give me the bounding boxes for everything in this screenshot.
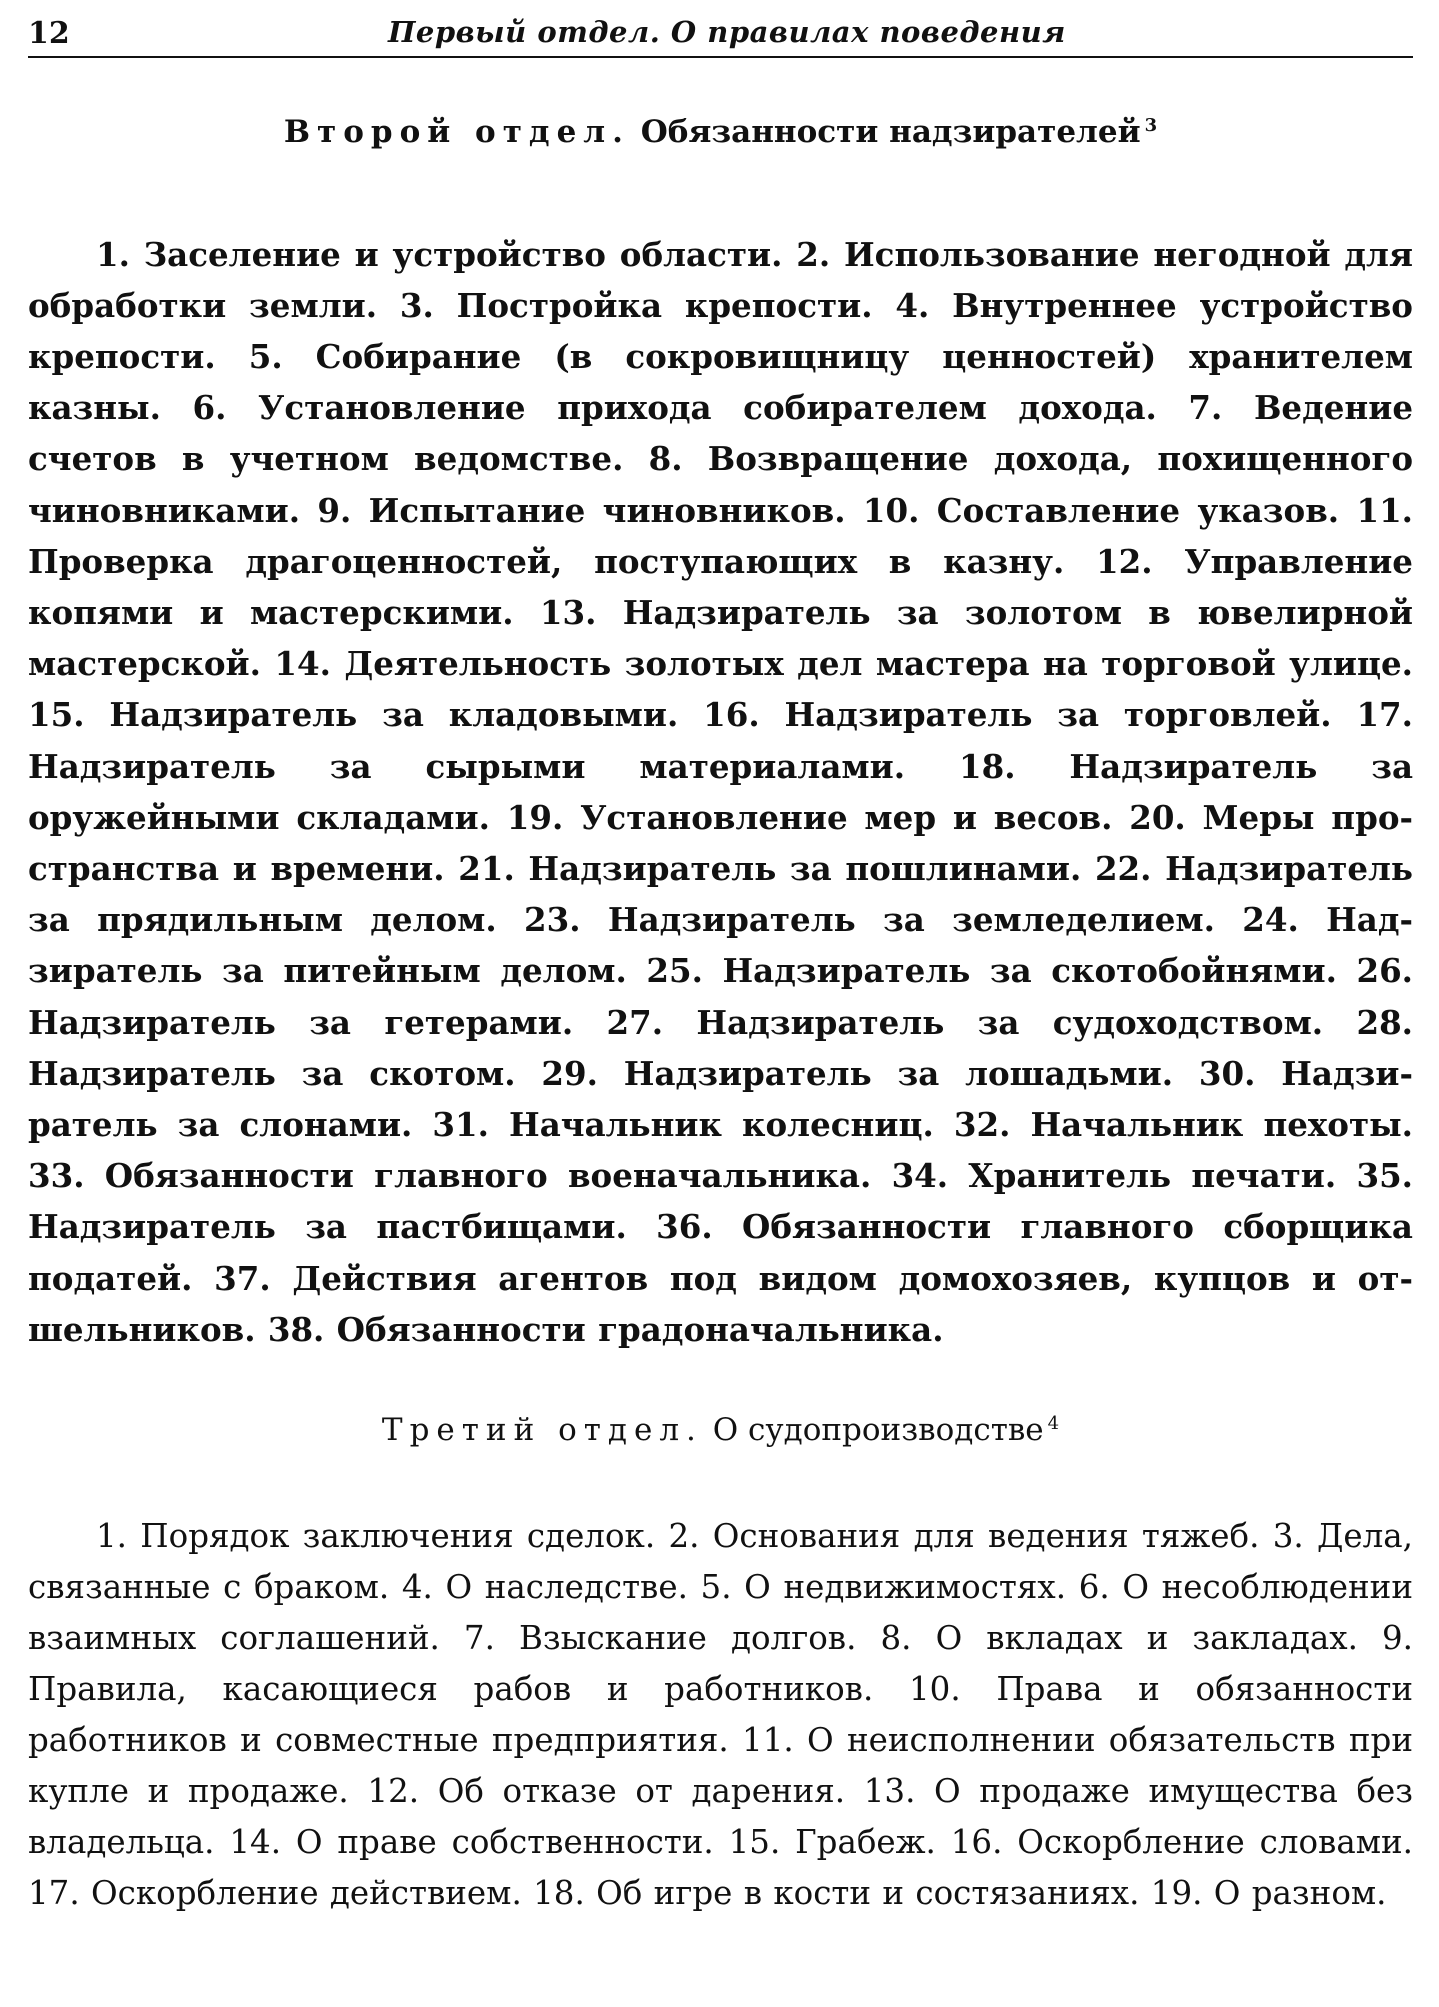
section-contents-paragraph: 1. Порядок заключения сделок. 2. Основания для ведения тяжеб. 3. Дела, связанные с браком. 4. О наследстве. 5. О недвижимостях. 6. О несоблюдении взаимных соглашений. 7. Взыскание долгов. 8. О вкладах и закладах. 9. Правила, касающиеся рабов и работников. 10. Права и обязанности работников и совместные предприятия. 11. О неисполнении обязательств при купле и продаже. 12. Об отказе от дарения. 13. О продаже имущества без владельца. 14. О праве собственности. 15. Грабеж. 16. Оскорбление словами. 17. Оскорбление действием. 18. Об игре в кости и состязаниях. 19. О разном.	[28, 1516, 1413, 1912]
section-heading-title: О судопроизводстве	[712, 1412, 1044, 1448]
page-number: 12	[28, 16, 70, 51]
running-head	[28, 10, 1413, 56]
book-page	[28, 0, 1413, 2007]
section-heading-duties-of-superintendents	[28, 110, 1413, 154]
header-rule	[28, 56, 1413, 58]
section-heading-label: Третий отдел.	[381, 1412, 703, 1448]
running-title: Первый отдел. О правилах поведения	[388, 15, 1066, 49]
section-heading-judicial-procedure	[28, 1408, 1413, 1452]
footnote-reference: 3	[1144, 114, 1158, 136]
section-heading-title: Обязанности надзирателей	[640, 114, 1141, 150]
section-contents-paragraph: 1. Заселение и устройство области. 2. Использование негодной для обработки земли. 3. Постройка крепости. 4. Внутреннее устройство крепости. 5. Собирание (в сокровищницу ценностей) хранителем казны. 6. Установление прихода собирателем дохода. 7. Ведение счетов в учетном ведомстве. 8. Возвращение дохода, похищенного чиновниками. 9. Испытание чиновников. 10. Составление указов. 11. Проверка драгоценностей, поступающих в казну. 12. Управление копями и мастерскими. 13. Надзиратель за золотом в ювелирной мастерской. 14. Деятельность золотых дел мастера на торговой улице. 15. Надзиратель за кладовыми. 16. Надзиратель за торговлей. 17. Надзиратель за сырыми материалами. 18. Надзиратель за оружейными складами. 19. Установление мер и весов. 20. Меры пространства и времени. 21. Надзиратель за пошлинами. 22. Надзиратель за прядильным делом. 23. Надзиратель за земледелием. 24. Надзиратель за питейным делом. 25. Надзиратель за скотобойнями. 26. Надзиратель за гетерами. 27. Надзиратель за судоходством. 28. Надзиратель за скотом. 29. Надзиратель за лошадьми. 30. Надзиратель за слонами. 31. Начальник колесниц. 32. Начальник пехоты. 33. Обязанности главного военачальника. 34. Хранитель печати. 35. Надзиратель за пастбищами. 36. Обязанности главного сборщика податей. 37. Действия агентов под видом домохозяев, купцов и отшельников. 38. Обязанности градоначальника.	[28, 234, 1413, 1349]
section-heading-label: Второй отдел.	[283, 114, 630, 150]
footnote-reference: 4	[1047, 1412, 1060, 1434]
